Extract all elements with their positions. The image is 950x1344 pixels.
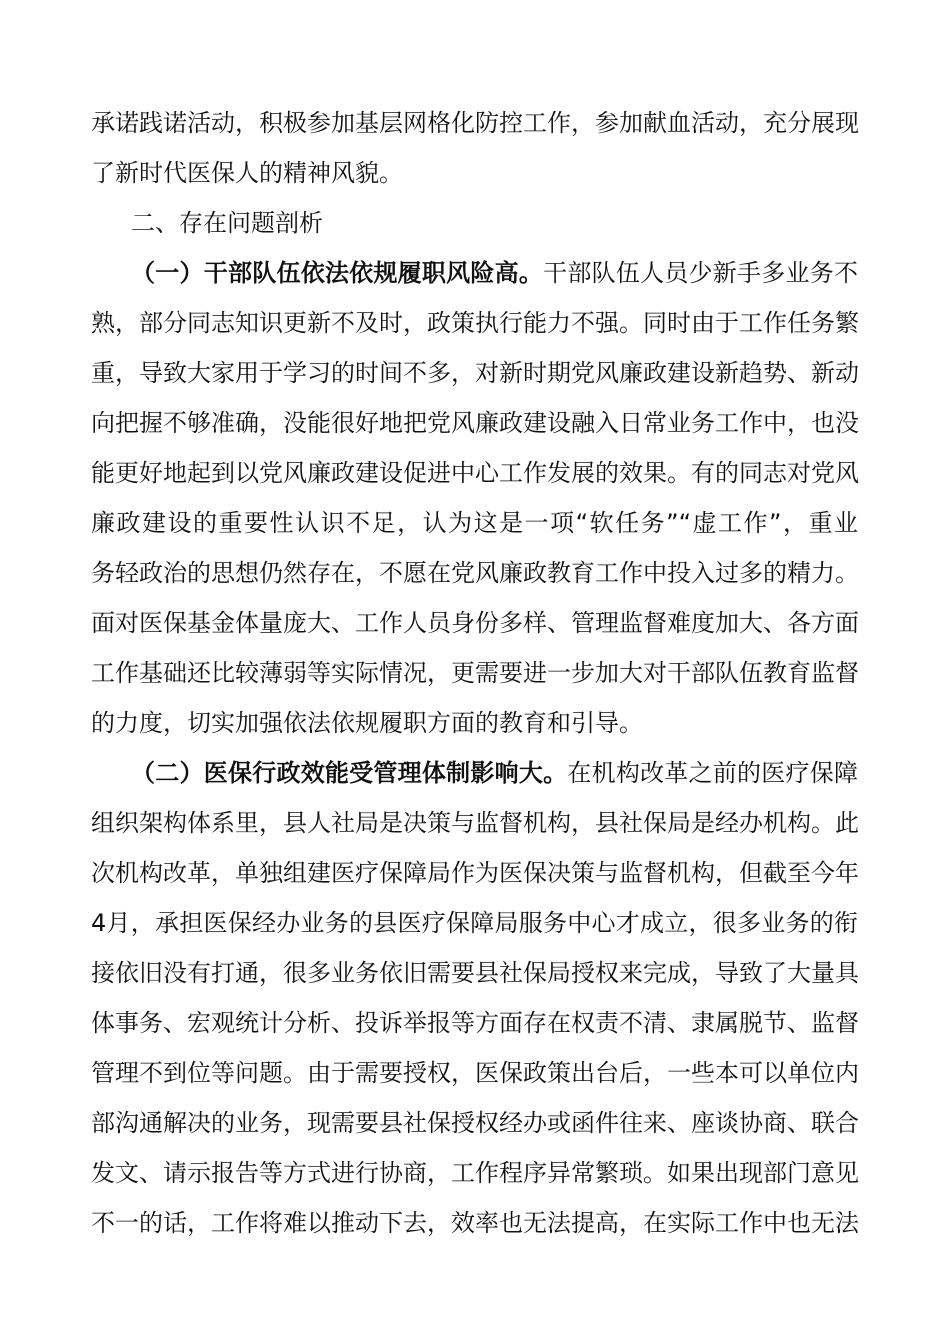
subsection-heading: （二）医保行政效能受管理体制影响大。 xyxy=(131,759,568,787)
text-line: 管理不到位等问题。由于需要授权，医保政策出台后，一些本可以单位内 xyxy=(91,1059,859,1087)
text-line: 了新时代医保人的精神风貌。 xyxy=(91,159,403,187)
text-line: 不一的话，工作将难以推动下去，效率也无法提高，在实际工作中也无法 xyxy=(91,1209,859,1237)
text-line: 部沟通解决的业务，现需要县社保授权经办或函件往来、座谈协商、联合 xyxy=(91,1109,859,1137)
text-line: 熟，部分同志知识更新不及时，政策执行能力不强。同时由于工作任务繁 xyxy=(91,309,859,337)
subsection-line xyxy=(131,755,858,791)
subsection-heading: （一）干部队伍依法依规履职风险高。 xyxy=(131,259,544,287)
text-line: 承诺践诺活动，积极参加基层网格化防控工作，参加献血活动，充分展现 xyxy=(91,109,859,137)
text-line: 能更好地起到以党风廉政建设促进中心工作发展的效果。有的同志对党风 xyxy=(91,459,859,487)
text-line: 4月，承担医保经办业务的县医疗保障局服务中心才成立，很多业务的衔 xyxy=(91,909,858,937)
text-line: 体事务、宏观统计分析、投诉举报等方面存在权责不清、隶属脱节、监督 xyxy=(91,1009,859,1037)
text-line: 组织架构体系里，县人社局是决策与监督机构，县社保局是经办机构。此 xyxy=(91,809,859,837)
text-line: 的力度，切实加强依法依规履职方面的教育和引导。 xyxy=(91,709,643,737)
text-line: 工作基础还比较薄弱等实际情况，更需要进一步加大对干部队伍教育监督 xyxy=(91,659,859,687)
text-line: 向把握不够准确，没能很好地把党风廉政建设融入日常业务工作中，也没 xyxy=(91,409,859,437)
text-line: 务轻政治的思想仍然存在，不愿在党风廉政教育工作中投入过多的精力。 xyxy=(91,559,859,587)
subsection-line xyxy=(131,255,858,291)
text-line: 接依旧没有打通，很多业务依旧需要县社保局授权来完成，导致了大量具 xyxy=(91,959,859,987)
text-line: 重，导致大家用于学习的时间不多，对新时期党风廉政建设新趋势、新动 xyxy=(91,359,859,387)
text-line: 廉政建设的重要性认识不足，认为这是一项“软任务”“虚工作”，重业 xyxy=(91,509,858,537)
text-line: 次机构改革，单独组建医疗保障局作为医保决策与监督机构，但截至今年 xyxy=(91,859,859,887)
text-line: 发文、请示报告等方式进行协商，工作程序异常繁琐。如果出现部门意见 xyxy=(91,1159,859,1187)
text-run: 干部队伍人员少新手多业务不 xyxy=(543,259,859,287)
text-line: 面对医保基金体量庞大、工作人员身份多样、管理监督难度加大、各方面 xyxy=(91,609,859,637)
text-run: 在机构改革之前的医疗保障 xyxy=(567,759,858,787)
section-heading: 二、存在问题剖析 xyxy=(131,209,323,237)
